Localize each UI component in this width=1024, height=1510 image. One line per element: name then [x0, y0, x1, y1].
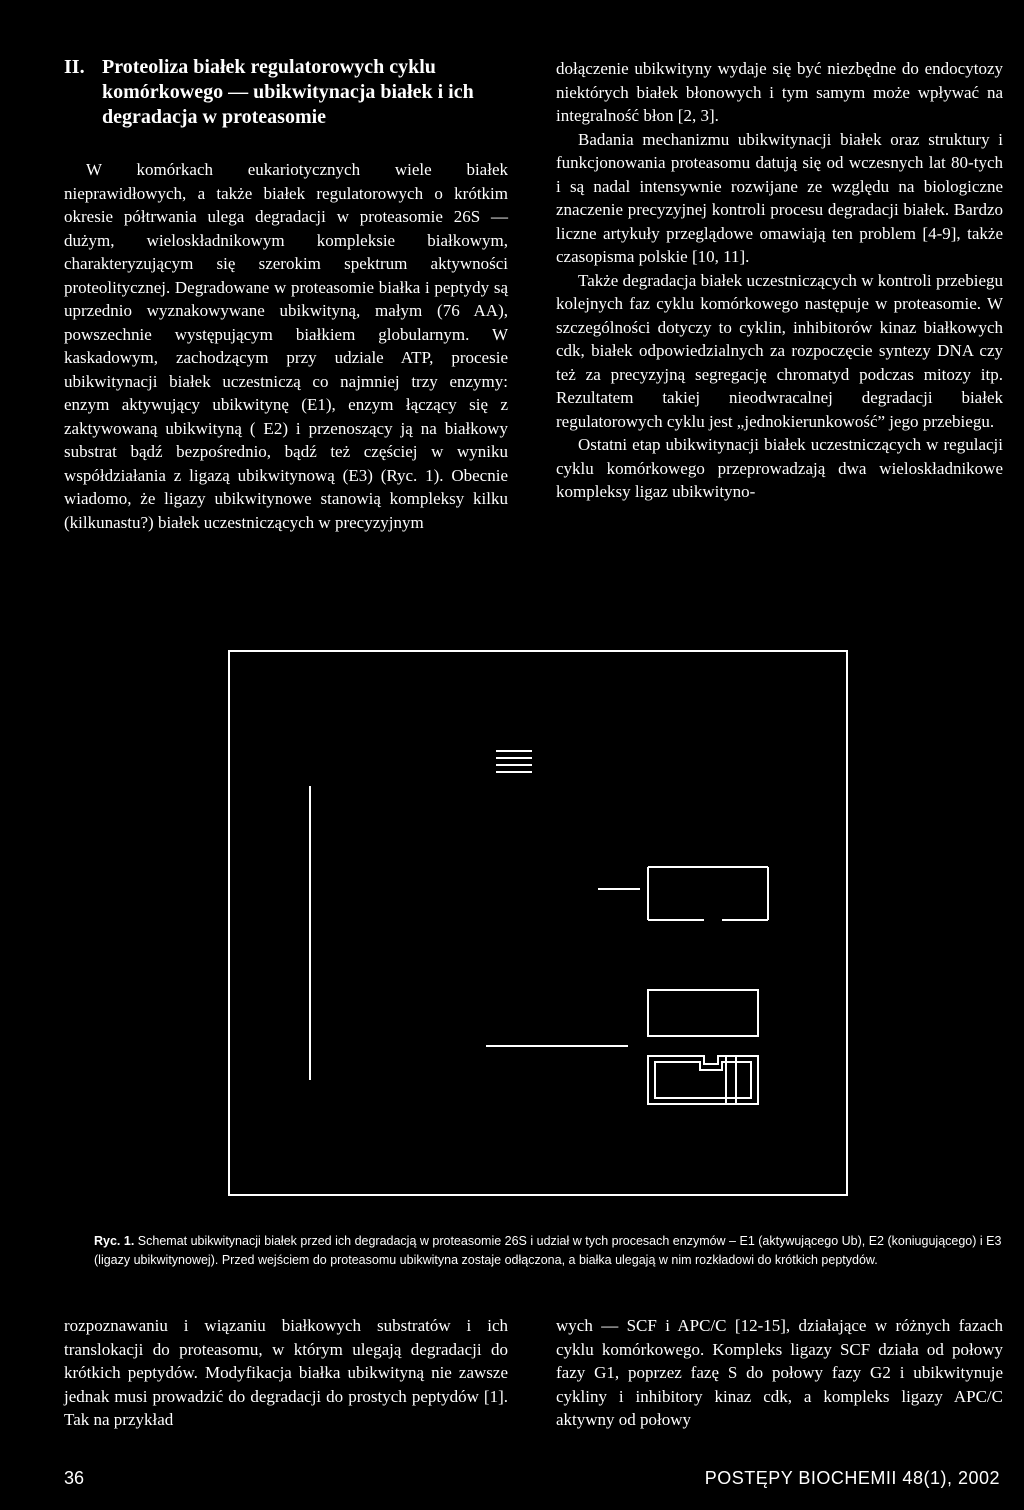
- right-column-bottom: [556, 1314, 1003, 1432]
- page-number: 36: [64, 1468, 85, 1488]
- left-column-bottom: [64, 1314, 508, 1432]
- interlocking-complex: [648, 1056, 758, 1104]
- paragraph: dołączenie ubikwityny wydaje się być niezbędne do endocytozy niektórych białek błonowych i tym samym może wpływać na integralność błon [2, 3].: [556, 59, 1003, 125]
- paragraph: rozpoznawaniu i wiązaniu białkowych substratów i ich translokacji do proteasomu, w którym ulegają degradacji do krótkich peptydów. Modyfikacja białka ubikwityną nie zawsze jednak musi prowadzić do degradacji do prostych peptydów [1]. Tak na przykład: [64, 1316, 508, 1429]
- ubiquitination-schematic: [230, 652, 846, 1194]
- journal-info: POSTĘPY BIOCHEMII 48(1), 2002: [704, 1468, 1000, 1488]
- section-title: Proteoliza białek regulatorowych cyklu komórkowego — ubikwitynacja białek i ich degradacja w proteasomie: [102, 56, 474, 128]
- paragraph: W komórkach eukariotycznych wiele białek nieprawidłowych, a także białek regulatorowych o krótkim okresie półtrwania ulega degradacji w proteasomie 26S — dużym, wieloskładnikowym kompleksie białkowym, charakteryzującym się szerokim spektrum aktywności proteolitycznej. Degradowane w proteasomie białka i peptydy są uprzednio wyznakowywane ubikwityną, małym (76 AA), powszechnie występującym białkiem globularnym. W kaskadowym, zachodzącym przy udziale ATP, procesie ubikwitynacji białek uczestniczą co najmniej trzy enzymy: enzym aktywujący ubikwitynę (E1), enzym łączący się z zaktywowaną ubikwityną ( E2) i przenoszący ją na białkowy substrat bądź bezpośrednio, bądź też częściej w wyniku współdziałania z ligazą ubikwitynową (E3) (Ryc. 1). Obecnie wiadomo, że ligazy ubikwitynowe stanowią kompleksy kilku (kilkunastu?) białek uczestniczących w precyzyjnym: [64, 160, 508, 532]
- section-heading: [64, 55, 514, 130]
- paragraph: wych — SCF i APC/C [12-15], działające w różnych fazach cyklu komórkowego. Kompleks ligazy SCF działa od połowy fazy G1, poprzez fazę S do połowy fazy G2 i ubikwitynuje cykliny i inhibitory kinaz cdk, a kompleks ligazy APC/C aktywny od połowy: [556, 1316, 1003, 1429]
- complex-box: [648, 990, 758, 1036]
- paragraph: Badania mechanizmu ubikwitynacji białek oraz struktury i funkcjonowania proteasomu datują się od wczesnych lat 80-tych i są nadal intensywnie rozwijane ze względu na biologiczne znaczenie precyzyjnej kontroli procesu degradacji białek. Bardzo liczne artykuły przeglądowe omawiają ten problem [4-9], także czasopisma polskie [10, 11].: [556, 129, 1003, 266]
- section-number: II.: [64, 56, 85, 78]
- paragraph: Także degradacja białek uczestniczących w kontroli przebiegu kolejnych faz cyklu komórkowego następuje w proteasomie. W szczególności dotyczy to cyklin, inhibitorów kinaz białkowych cdk, białek odpowiedzialnych za rozpoczęcie syntezy DNA czy też za precyzyjną segregację chromatyd podczas mitozy itp. Rezultatem takiej nieodwracalnej degradacji białek regulatorowych cyklu jest „jednokierunkowość” jego przebiegu.: [556, 270, 1003, 431]
- left-column-top: [64, 158, 508, 534]
- figure-caption: [94, 1232, 1006, 1270]
- figure-1: [228, 650, 848, 1196]
- caption-text: Schemat ubikwitynacji białek przed ich degradacją w proteasomie 26S i udział w tych procesach enzymów – E1 (aktywującego Ub), E2 (koniugującego) i E3 (ligazy ubikwitynowej). Przed wejściem do proteasomu ubikwityna zostaje odłączona, a białka ulegają w nim rozkładowi do krótkich peptydów.: [94, 1234, 1002, 1267]
- caption-label: Ryc. 1.: [94, 1234, 135, 1248]
- paragraph: Ostatni etap ubikwitynacji białek uczestniczących w regulacji cyklu komórkowego przeprowadzają dwa wieloskładnikowe kompleksy ligaz ubikwityno-: [556, 435, 1003, 501]
- right-column-top: [556, 57, 1003, 504]
